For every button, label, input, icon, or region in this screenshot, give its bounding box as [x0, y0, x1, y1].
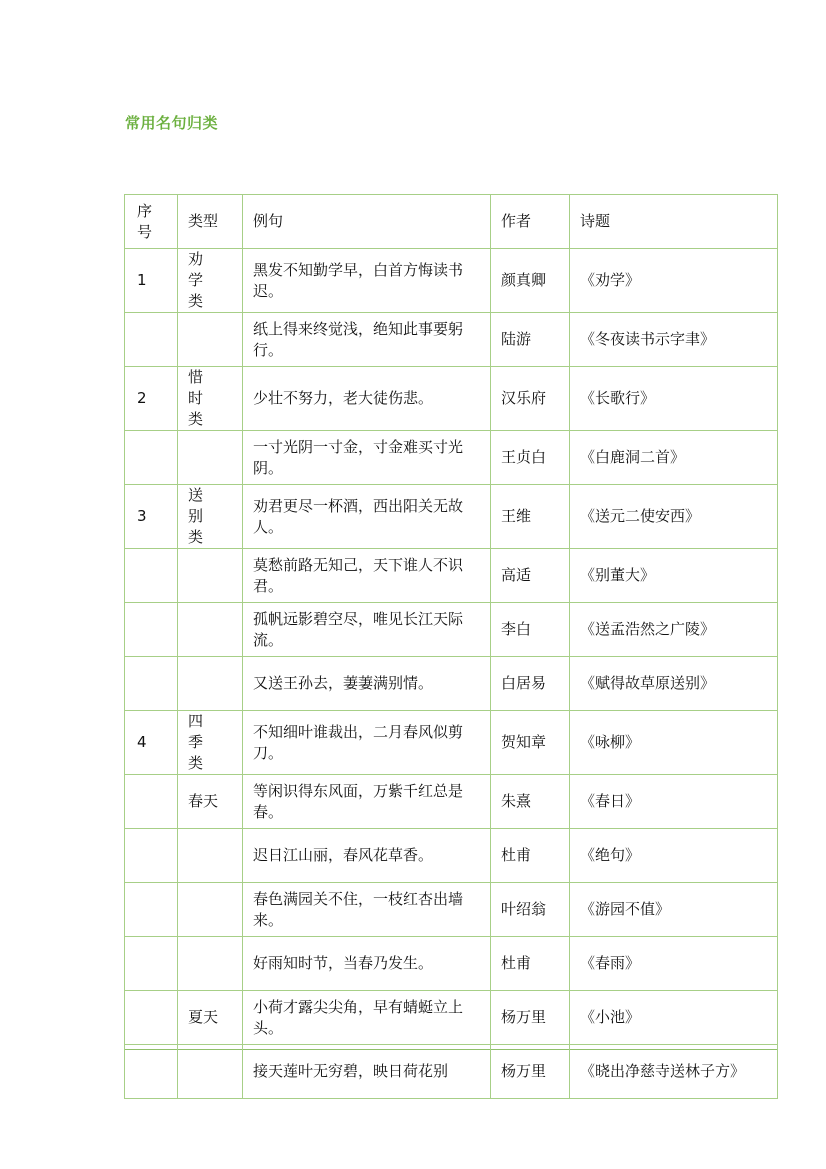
cell-sentence: 又送王孙去，萋萋满别情。: [243, 657, 491, 711]
cell-type: [178, 711, 243, 775]
cell-type-label: 送别类: [188, 486, 219, 546]
cell-type-label: 劝学类: [188, 250, 219, 310]
cell-type: [178, 431, 243, 485]
cell-type-label: 惜时类: [188, 368, 219, 428]
cell-author: 杨万里: [491, 1045, 570, 1099]
cell-index: 4: [125, 711, 178, 775]
cell-type: [178, 657, 243, 711]
table-row: [125, 485, 778, 549]
cell-poem-title: 《游园不值》: [570, 883, 778, 937]
cell-author: 白居易: [491, 657, 570, 711]
cell-sentence: 黑发不知勤学早，白首方悔读书迟。: [243, 249, 491, 313]
table-row: [125, 313, 778, 367]
cell-type: [178, 1045, 243, 1099]
cell-author: 李白: [491, 603, 570, 657]
table-row: [125, 603, 778, 657]
cell-author: 杨万里: [491, 991, 570, 1045]
cell-index: [125, 829, 178, 883]
cell-type-label: 夏天: [188, 1008, 219, 1026]
cell-author: 高适: [491, 549, 570, 603]
cell-sentence: 少壮不努力，老大徒伤悲。: [243, 367, 491, 431]
cell-author: 杜甫: [491, 937, 570, 991]
cell-poem-title: 《赋得故草原送别》: [570, 657, 778, 711]
cell-sentence: 一寸光阴一寸金，寸金难买寸光阴。: [243, 431, 491, 485]
cell-index: [125, 313, 178, 367]
cell-type: [178, 991, 243, 1045]
cell-index: 2: [125, 367, 178, 431]
cell-index: [125, 1045, 178, 1099]
cell-type: [178, 367, 243, 431]
page-title: 常用名句归类: [125, 114, 219, 132]
cell-type: [178, 829, 243, 883]
quotes-table-container: [124, 194, 777, 1080]
cell-index: [125, 603, 178, 657]
table-row: [125, 883, 778, 937]
cell-poem-title: 《晓出净慈寺送林子方》: [570, 1045, 778, 1099]
header-sentence: 例句: [243, 195, 491, 249]
cell-type-label: 四季类: [188, 712, 219, 772]
header-poem-title: 诗题: [570, 195, 778, 249]
table-header-row: [125, 195, 778, 249]
cell-author: 汉乐府: [491, 367, 570, 431]
cell-poem-title: 《送元二使安西》: [570, 485, 778, 549]
table-row: [125, 549, 778, 603]
cell-index: 3: [125, 485, 178, 549]
table-row: [125, 991, 778, 1045]
cell-type: [178, 485, 243, 549]
quotes-table: [124, 194, 778, 1099]
cell-poem-title: 《春雨》: [570, 937, 778, 991]
cell-type: [178, 249, 243, 313]
table-row: [125, 657, 778, 711]
cell-author: 贺知章: [491, 711, 570, 775]
cell-type-label: 春天: [188, 792, 219, 810]
cell-type: [178, 937, 243, 991]
cell-poem-title: 《别董大》: [570, 549, 778, 603]
cell-poem-title: 《小池》: [570, 991, 778, 1045]
cell-sentence: 等闲识得东风面，万紫千红总是春。: [243, 775, 491, 829]
cell-poem-title: 《绝句》: [570, 829, 778, 883]
table-row: [125, 829, 778, 883]
cell-sentence: 迟日江山丽，春风花草香。: [243, 829, 491, 883]
cell-sentence: 莫愁前路无知己，天下谁人不识君。: [243, 549, 491, 603]
cell-index: [125, 549, 178, 603]
cell-type: [178, 313, 243, 367]
cell-type: [178, 603, 243, 657]
cell-type: [178, 549, 243, 603]
cell-poem-title: 《咏柳》: [570, 711, 778, 775]
header-index-label: 序号: [137, 201, 153, 241]
cell-poem-title: 《春日》: [570, 775, 778, 829]
cell-sentence: 孤帆远影碧空尽，唯见长江天际流。: [243, 603, 491, 657]
table-row: [125, 249, 778, 313]
cell-sentence: 纸上得来终觉浅，绝知此事要躬行。: [243, 313, 491, 367]
cell-poem-title: 《送孟浩然之广陵》: [570, 603, 778, 657]
cell-index: 1: [125, 249, 178, 313]
cell-author: 王维: [491, 485, 570, 549]
cell-poem-title: 《长歌行》: [570, 367, 778, 431]
cell-sentence: 接天莲叶无穷碧，映日荷花别: [243, 1045, 491, 1099]
cell-author: 颜真卿: [491, 249, 570, 313]
cell-poem-title: 《白鹿洞二首》: [570, 431, 778, 485]
cell-index: [125, 883, 178, 937]
table-row: [125, 431, 778, 485]
table-row: [125, 937, 778, 991]
cell-index: [125, 657, 178, 711]
cell-sentence: 劝君更尽一杯酒，西出阳关无故人。: [243, 485, 491, 549]
header-index: [125, 195, 178, 249]
table-row: [125, 775, 778, 829]
cell-author: 叶绍翁: [491, 883, 570, 937]
cell-sentence: 春色满园关不住，一枝红杏出墙来。: [243, 883, 491, 937]
cell-type: [178, 883, 243, 937]
table-row: [125, 711, 778, 775]
header-author: 作者: [491, 195, 570, 249]
cell-author: 朱熹: [491, 775, 570, 829]
cell-poem-title: 《冬夜读书示字聿》: [570, 313, 778, 367]
cell-index: [125, 991, 178, 1045]
cell-poem-title: 《劝学》: [570, 249, 778, 313]
cell-index: [125, 775, 178, 829]
header-type: 类型: [178, 195, 243, 249]
cell-author: 王贞白: [491, 431, 570, 485]
table-row: [125, 367, 778, 431]
cell-author: 杜甫: [491, 829, 570, 883]
cell-sentence: 小荷才露尖尖角，早有蜻蜓立上头。: [243, 991, 491, 1045]
cell-author: 陆游: [491, 313, 570, 367]
table-row: [125, 1045, 778, 1099]
cell-index: [125, 937, 178, 991]
cell-type: [178, 775, 243, 829]
cell-index: [125, 431, 178, 485]
cell-sentence: 不知细叶谁裁出，二月春风似剪刀。: [243, 711, 491, 775]
cell-sentence: 好雨知时节，当春乃发生。: [243, 937, 491, 991]
